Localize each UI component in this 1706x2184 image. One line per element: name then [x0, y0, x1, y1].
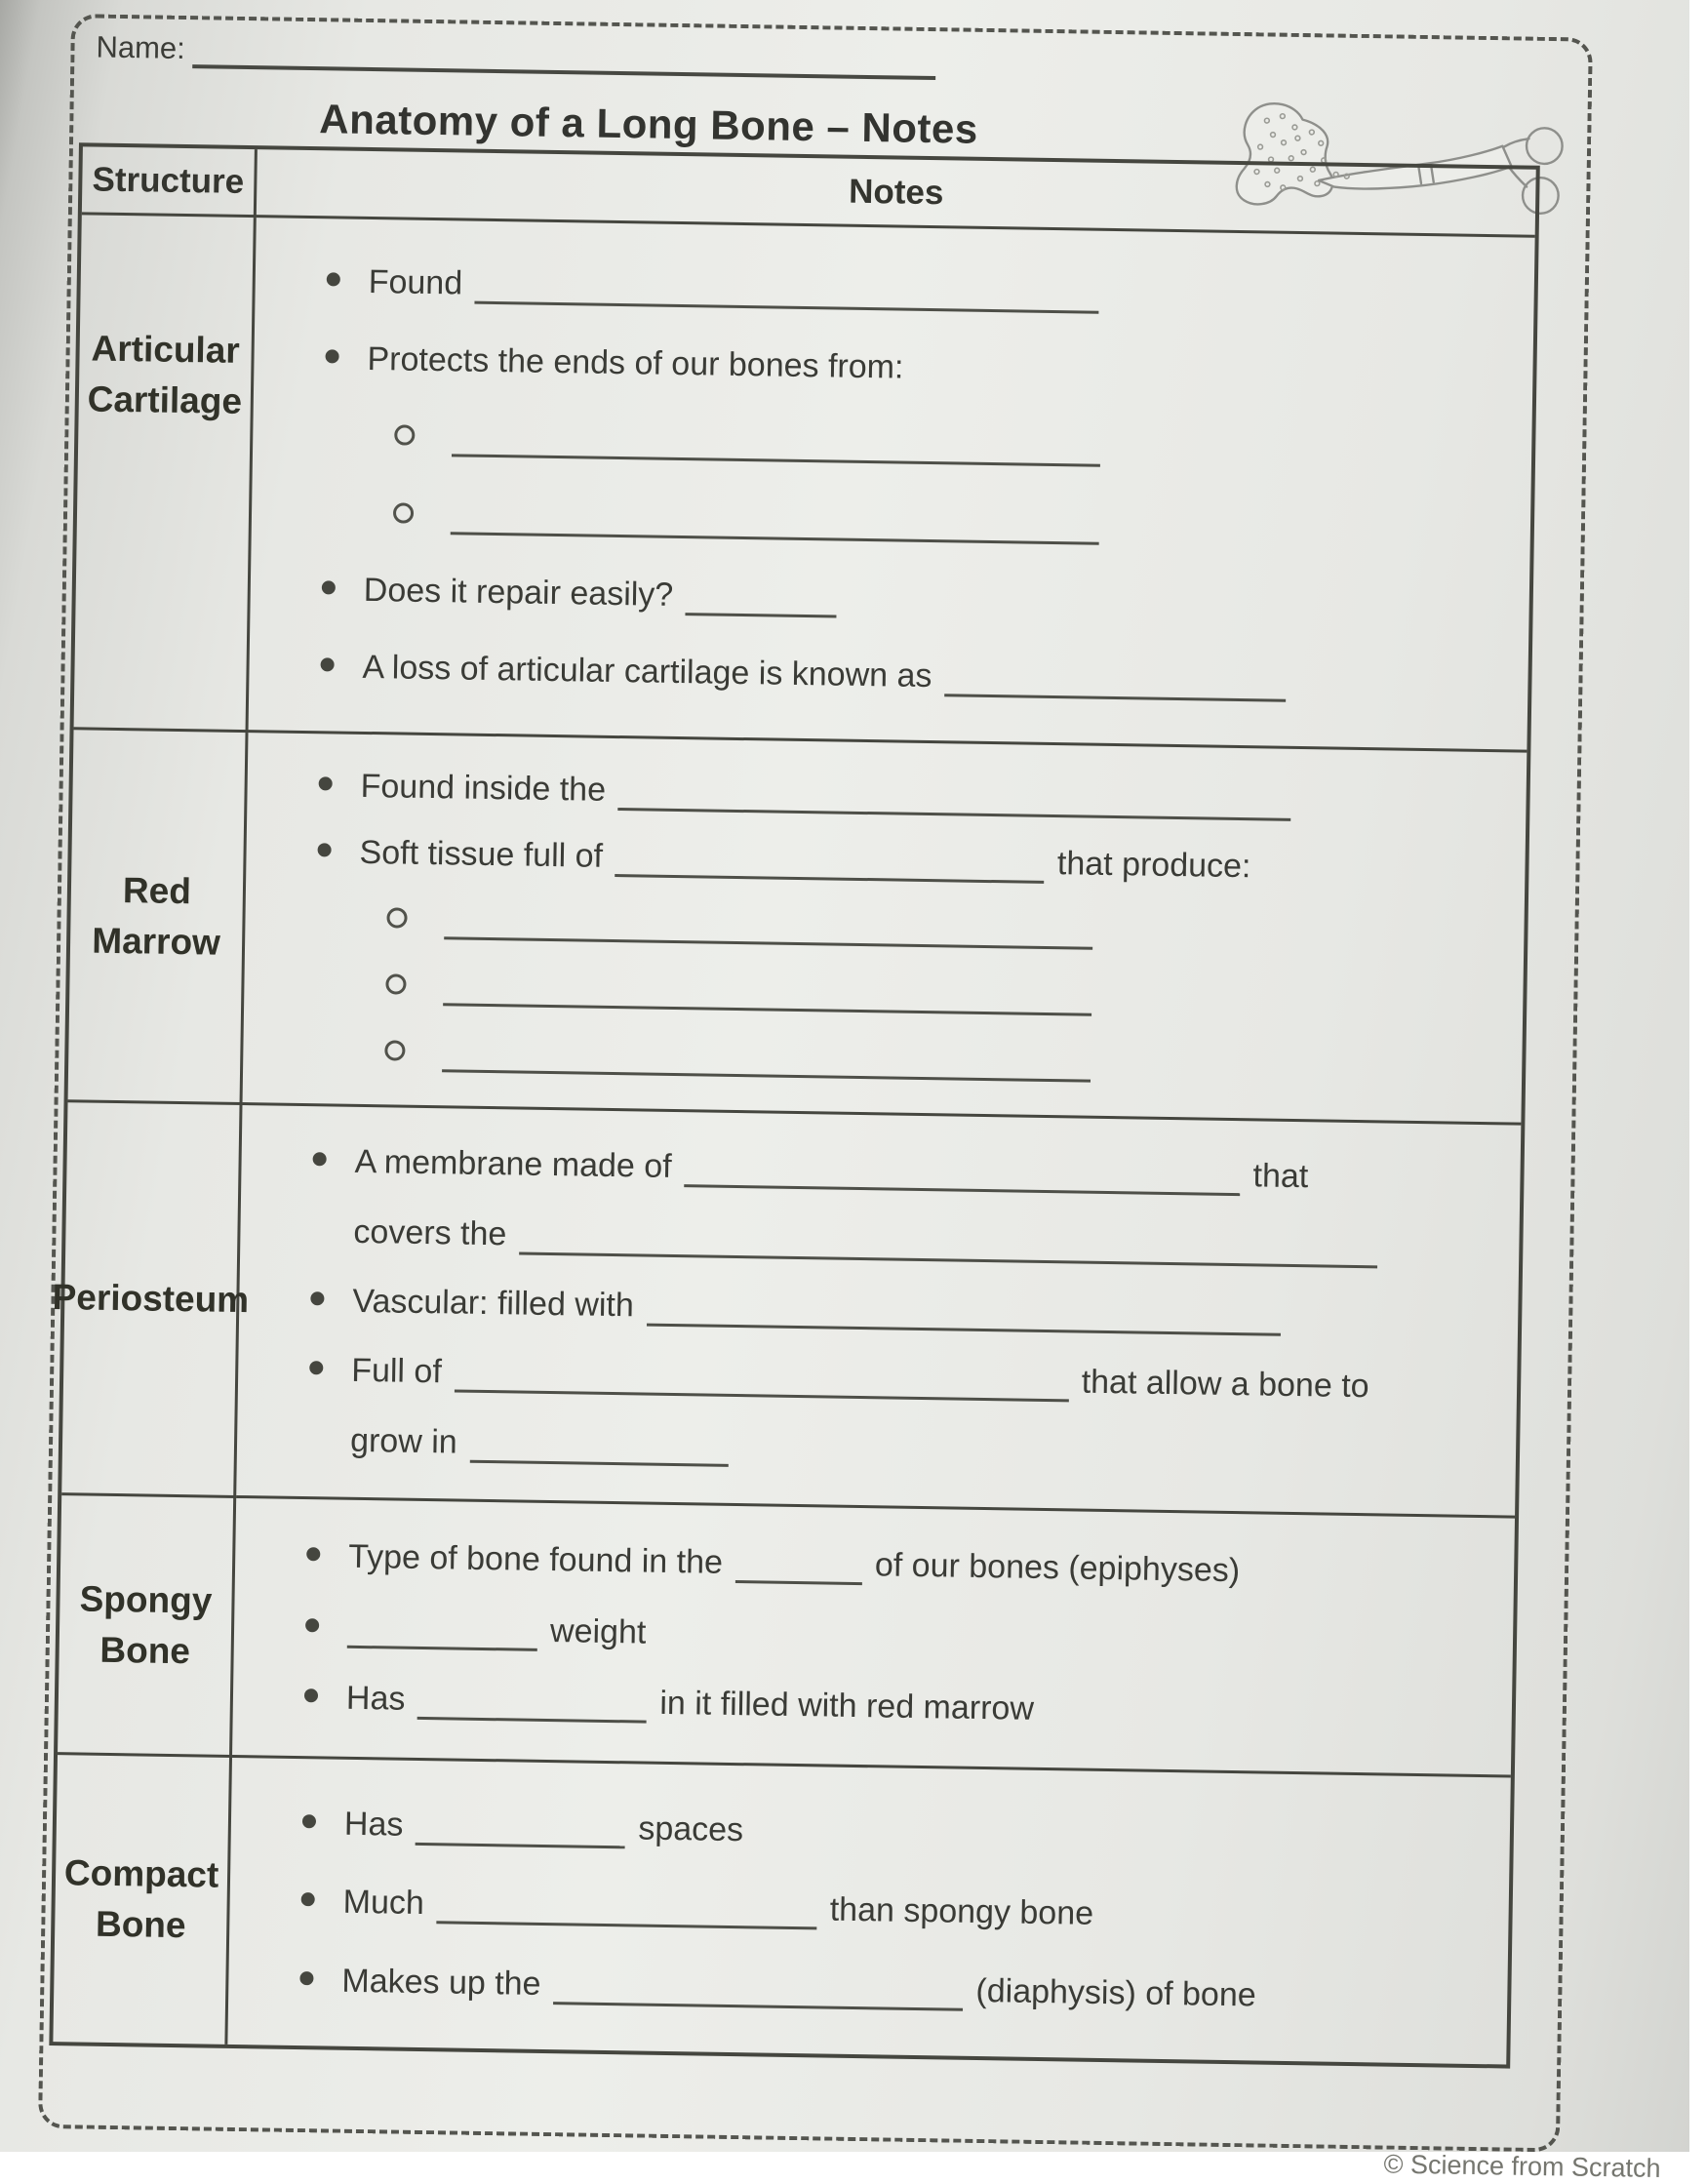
fill-in-blank-line	[436, 1911, 816, 1929]
note-text: Type of bone found in the	[347, 1537, 724, 1581]
note-text: that allow a bone to	[1081, 1363, 1369, 1406]
bullet-dot	[318, 843, 332, 856]
fill-in-blank-line	[646, 1314, 1280, 1336]
note-text: Soft tissue full of	[359, 833, 604, 875]
fill-in-blank-line	[347, 1635, 537, 1650]
note-text: weight	[549, 1611, 647, 1651]
note-line	[320, 648, 1510, 705]
note-text: that produce:	[1056, 844, 1251, 885]
name-label: Name:	[96, 29, 186, 65]
note-line	[325, 340, 1515, 397]
note-subline	[315, 966, 1505, 1023]
fill-in-blank-line	[452, 445, 1100, 467]
note-line	[310, 1282, 1500, 1339]
bullet-dot	[310, 1291, 324, 1305]
note-text: Protects the ends of our bones from:	[367, 340, 904, 386]
note-line-continuation	[311, 1212, 1501, 1270]
note-line	[309, 1351, 1499, 1409]
note-text: Does it repair easily?	[363, 571, 674, 614]
note-text: Full of	[350, 1352, 443, 1391]
note-text: Found inside the	[360, 767, 607, 809]
bullet-dot	[322, 580, 336, 594]
fill-in-blank-line	[684, 1174, 1240, 1196]
fill-in-blank-line	[618, 798, 1291, 821]
structure-label: Cartilage	[87, 377, 243, 421]
note-subline	[323, 494, 1513, 551]
note-text: (diaphysis) of bone	[975, 1971, 1257, 2013]
name-blank-line	[193, 55, 936, 80]
structure-cell-spongy-bone	[58, 1495, 236, 1758]
note-text: Has	[345, 1680, 406, 1718]
note-text: Much	[342, 1883, 425, 1923]
bullet-dot	[302, 1814, 316, 1828]
bullet-dot	[301, 1892, 315, 1906]
structure-cell-red-marrow	[68, 730, 249, 1105]
page-title: Anatomy of a Long Bone – Notes	[319, 96, 979, 152]
bullet-dot	[325, 350, 338, 364]
note-subline	[314, 1031, 1504, 1089]
fill-in-blank-line	[416, 1832, 625, 1847]
bullet-dot	[306, 1547, 320, 1561]
fill-in-blank-line	[417, 1707, 647, 1724]
structure-label: Marrow	[92, 920, 221, 963]
note-text: of our bones (epiphyses)	[874, 1546, 1241, 1589]
note-subline	[316, 899, 1506, 957]
structure-label: Spongy	[79, 1578, 213, 1621]
note-text: spaces	[638, 1808, 744, 1848]
bullet-dot	[321, 657, 335, 671]
note-text: than spongy bone	[829, 1890, 1094, 1932]
note-line	[321, 571, 1511, 628]
fill-in-blank-line	[686, 603, 837, 617]
fill-in-blank-line	[735, 1570, 862, 1585]
bullet-dot	[305, 1618, 319, 1632]
note-text: in it filled with red marrow	[659, 1685, 1035, 1728]
note-text: Has	[343, 1805, 404, 1844]
fill-in-blank-line	[469, 1449, 728, 1466]
note-text: Makes up the	[341, 1962, 541, 2003]
note-line	[326, 262, 1516, 320]
structure-label: Red	[122, 869, 192, 911]
note-line	[312, 1142, 1502, 1200]
bullet-dot	[304, 1688, 318, 1702]
note-line-continuation	[308, 1421, 1498, 1479]
sub-bullet-circle	[393, 502, 414, 523]
sub-bullet-circle	[386, 908, 407, 929]
fill-in-blank-line	[454, 1380, 1068, 1403]
structure-label: Bone	[99, 1629, 191, 1671]
note-text: Vascular: filled with	[352, 1282, 635, 1325]
bullet-dot	[299, 1971, 313, 1985]
fill-in-blank-line	[519, 1242, 1377, 1268]
fill-in-blank-line	[475, 292, 1099, 314]
structure-cell-periosteum	[52, 1102, 250, 1498]
fill-in-blank-line	[444, 928, 1092, 950]
structure-label: Bone	[95, 1903, 186, 1946]
structure-label: Articular	[91, 328, 241, 371]
notes-table	[49, 142, 1539, 2068]
bullet-dot	[313, 1152, 327, 1166]
note-text: Found	[368, 263, 463, 302]
fill-in-blank-line	[443, 994, 1091, 1016]
note-text: that	[1252, 1157, 1309, 1196]
note-text: A loss of articular cartilage is known as	[362, 648, 932, 695]
note-line	[302, 1805, 1492, 1862]
copyright-credit: © Science from Scratch	[1383, 2149, 1661, 2183]
note-text: A membrane made of	[354, 1143, 672, 1186]
structure-label: Compact	[63, 1852, 219, 1895]
fill-in-blank-line	[553, 1992, 963, 2011]
notes-cell-compact-bone	[227, 1758, 1510, 2065]
notes-column-header: Notes	[257, 149, 1536, 238]
note-line	[317, 833, 1507, 891]
note-line	[299, 1962, 1489, 2019]
bullet-dot	[319, 776, 333, 790]
notes-cell-red-marrow	[243, 733, 1527, 1126]
bullet-dot	[327, 272, 340, 286]
fill-in-blank-line	[615, 864, 1045, 884]
fill-in-blank-line	[451, 522, 1099, 544]
note-line	[304, 1679, 1494, 1736]
structure-label: Periosteum	[52, 1277, 250, 1321]
structure-cell-articular-cartilage	[74, 215, 257, 733]
note-line	[318, 767, 1508, 824]
sub-bullet-circle	[394, 425, 415, 446]
fill-in-blank-line	[944, 684, 1286, 701]
sub-bullet-circle	[385, 974, 406, 995]
sub-bullet-circle	[384, 1040, 405, 1060]
note-line	[306, 1537, 1496, 1595]
note-line	[300, 1883, 1490, 1940]
notes-cell-periosteum	[236, 1105, 1521, 1519]
note-text: grow in	[349, 1421, 458, 1461]
name-field-row	[96, 30, 936, 81]
notes-cell-articular-cartilage	[249, 218, 1535, 753]
structure-column-header: Structure	[82, 146, 258, 218]
fill-in-blank-line	[442, 1059, 1091, 1082]
notes-cell-spongy-bone	[232, 1498, 1515, 1778]
note-text: covers the	[353, 1212, 507, 1252]
note-subline	[324, 417, 1514, 474]
structure-cell-compact-bone	[53, 1755, 232, 2045]
note-line	[305, 1608, 1495, 1666]
bullet-dot	[309, 1361, 323, 1374]
